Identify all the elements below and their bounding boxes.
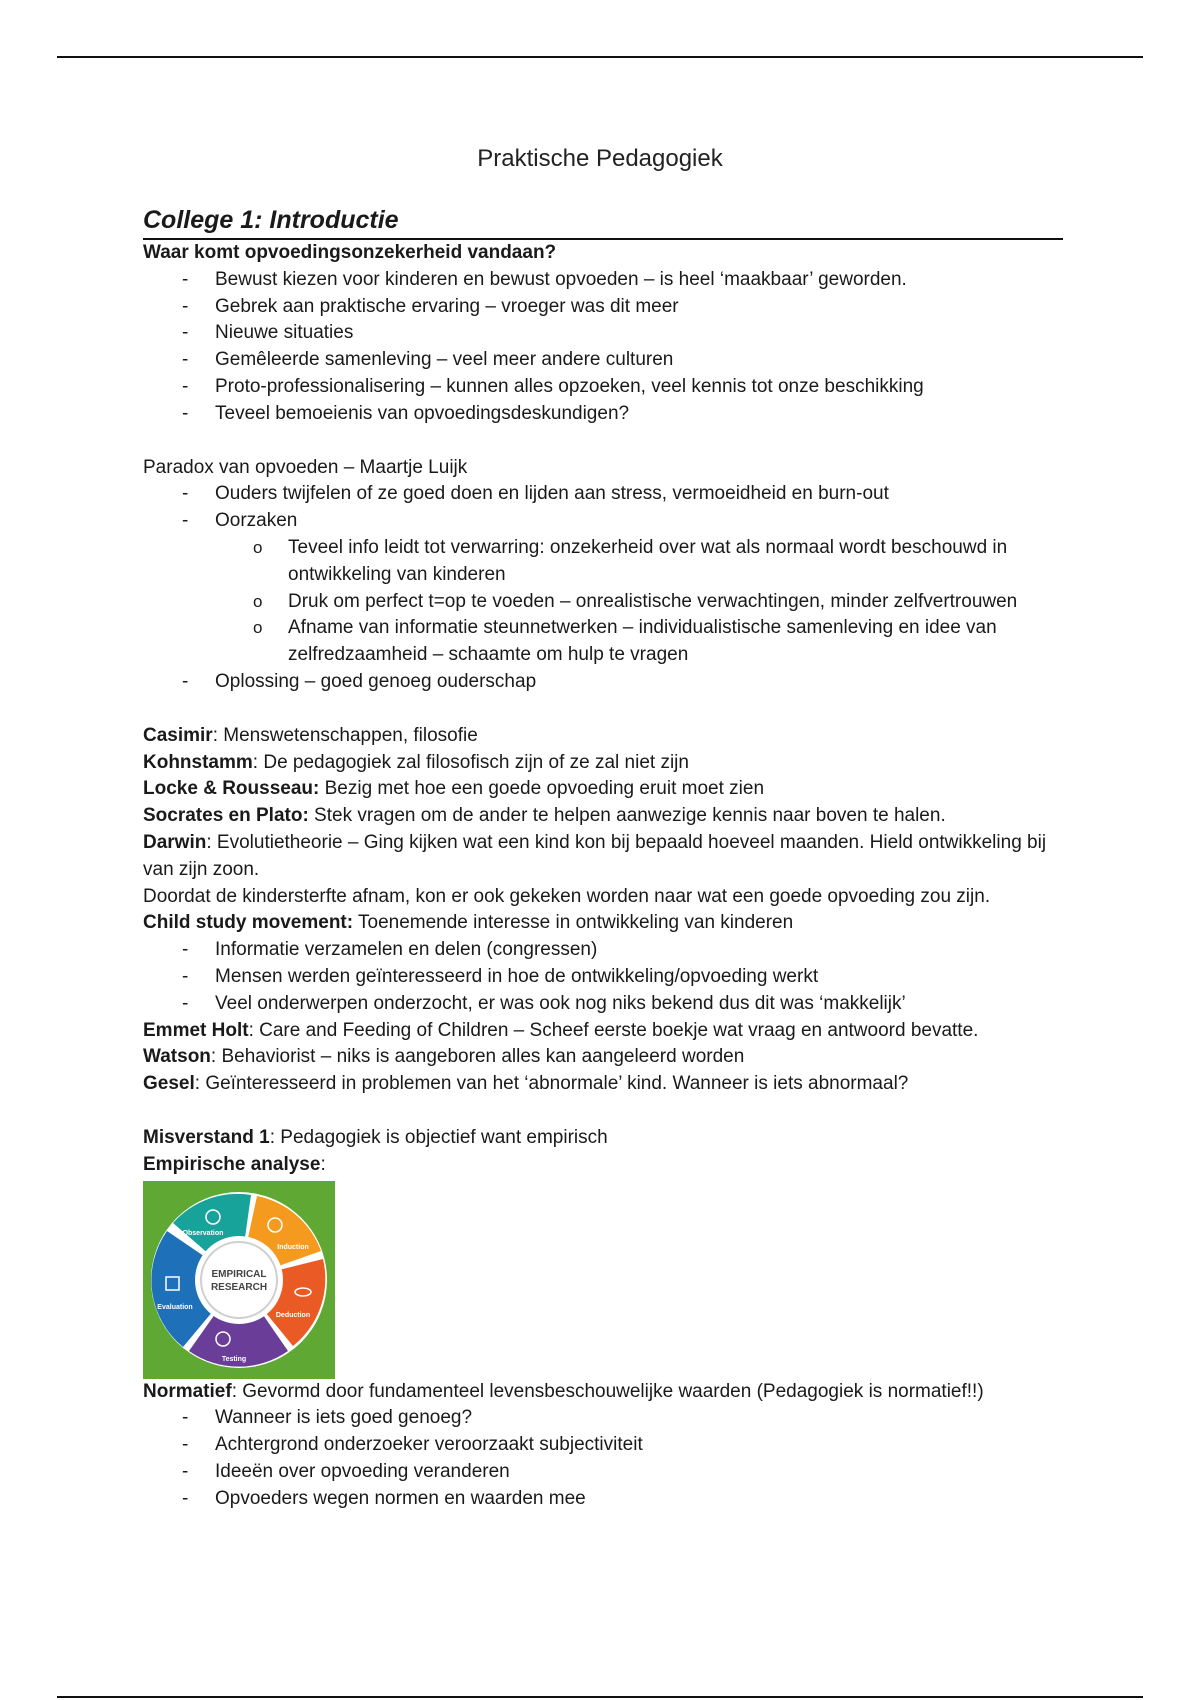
wheel-center-line1: EMPIRICAL xyxy=(211,1268,267,1280)
list-item: - Veel onderwerpen onderzocht, er was ook nog niks bekend dus dit was ‘makkelijk’ xyxy=(143,991,1063,1018)
entry-name: Normatief xyxy=(143,1380,232,1402)
entry-text: : Evolutietheorie – Ging kijken wat een kind kon bij bepaald hoeveel maanden. Hield ontwikkeling bij van zijn zoon. xyxy=(143,831,1047,880)
entry-child-study xyxy=(143,910,1063,937)
document-body xyxy=(143,204,1063,1512)
entry-name: Child study movement: xyxy=(143,912,354,934)
list-item: - Opvoeders wegen normen en waarden mee xyxy=(143,1486,1063,1513)
entry-name: Locke & Rousseau: xyxy=(143,778,320,800)
entry-text: : Gevormd door fundamenteel levensbeschouwelijke waarden (Pedagogiek is normatief!!) xyxy=(231,1380,984,1402)
sublist-item: o Teveel info leidt tot verwarring: onzekerheid over wat als normaal wordt beschouwd in ontwikkeling van kinderen xyxy=(143,535,1063,589)
segment-label-evaluation: Evaluation xyxy=(157,1303,193,1311)
uncertainty-list xyxy=(143,267,1063,428)
segment-label-deduction: Deduction xyxy=(275,1311,311,1319)
entry-name: Gesel xyxy=(143,1073,195,1095)
segment-label-testing: Testing xyxy=(221,1355,247,1363)
empirical-research-wheel xyxy=(143,1181,335,1379)
list-item-label: Oorzaken xyxy=(215,510,298,532)
list-item: - Mensen werden geïnteresseerd in hoe de ontwikkeling/opvoeding werkt xyxy=(143,964,1063,991)
list-item: - Ouders twijfelen of ze goed doen en lijden aan stress, vermoeidheid en burn-out xyxy=(143,481,1063,508)
college-heading: College 1: Introductie xyxy=(143,204,1063,240)
entry-name: Watson xyxy=(143,1046,211,1068)
entry-name: Misverstand 1 xyxy=(143,1126,270,1148)
entry-kohnstamm xyxy=(143,750,1063,777)
entry-name: Empirische analyse xyxy=(143,1153,321,1175)
entry-text: : De pedagogiek zal filosofisch zijn of ze zal niet zijn xyxy=(252,751,689,773)
entry-name: Kohnstamm xyxy=(143,751,253,773)
list-item xyxy=(143,508,1063,535)
list-item: - Oplossing – goed genoeg ouderschap xyxy=(143,669,1063,696)
entry-text: : Geïnteresseerd in problemen van het ‘abnormale’ kind. Wanneer is iets abnormaal? xyxy=(194,1073,909,1095)
paragraph-kindersterfte: Doordat de kindersterfte afnam, kon er ook gekeken worden naar wat een goede opvoeding zou zijn. xyxy=(143,885,991,907)
wheel-center-line2: RESEARCH xyxy=(210,1281,268,1293)
header-rule xyxy=(57,56,1143,58)
entry-gesel xyxy=(143,1071,1063,1098)
entry-watson xyxy=(143,1044,1063,1071)
entry-name: Emmet Holt xyxy=(143,1019,249,1041)
document-title: Praktische Pedagogiek xyxy=(477,145,723,172)
entry-socrates xyxy=(143,803,1063,830)
child-study-list xyxy=(143,937,1063,1017)
entry-text: Stek vragen om de ander te helpen aanwezige kennis naar boven te halen. xyxy=(308,805,946,827)
list-item: - Achtergrond onderzoeker veroorzaakt subjectiviteit xyxy=(143,1432,1063,1459)
segment-label-induction: Induction xyxy=(277,1243,309,1251)
entry-casimir xyxy=(143,723,1063,750)
list-item: - Nieuwe situaties xyxy=(143,320,1063,347)
paradox-list xyxy=(143,481,1063,535)
list-item: - Bewust kiezen voor kinderen en bewust opvoeden – is heel ‘maakbaar’ geworden. xyxy=(143,267,1063,294)
entry-misverstand xyxy=(143,1125,1063,1152)
paradox-title: Paradox van opvoeden – Maartje Luijk xyxy=(143,456,468,478)
entry-text: Toenemende interesse in ontwikkeling van kinderen xyxy=(353,912,794,934)
section-question: Waar komt opvoedingsonzekerheid vandaan? xyxy=(143,242,557,263)
list-item: - Ideeën over opvoeding veranderen xyxy=(143,1459,1063,1486)
entry-darwin xyxy=(143,830,1063,884)
entry-name: Casimir xyxy=(143,724,213,746)
segment-label-observation: Observation xyxy=(182,1229,224,1237)
list-item: - Gemêleerde samenleving – veel meer andere culturen xyxy=(143,347,1063,374)
entry-name: Darwin xyxy=(143,831,207,853)
entry-empirisch xyxy=(143,1152,1063,1179)
sublist-item: o Druk om perfect t=op te voeden – onrealistische verwachtingen, minder zelfvertrouwen xyxy=(143,589,1063,616)
entry-normatief xyxy=(143,1379,1063,1406)
normatief-list xyxy=(143,1405,1063,1512)
wheel-center xyxy=(195,1236,283,1324)
entry-holt xyxy=(143,1018,1063,1045)
entry-name: Socrates en Plato: xyxy=(143,805,309,827)
list-item: - Teveel bemoeienis van opvoedingsdeskundigen? xyxy=(143,401,1063,428)
list-item: - Informatie verzamelen en delen (congressen) xyxy=(143,937,1063,964)
entry-text: : xyxy=(320,1153,326,1175)
entry-text: : Behaviorist – niks is aangeboren alles kan aangeleerd worden xyxy=(210,1046,745,1068)
entry-text: : Menswetenschappen, filosofie xyxy=(212,724,478,746)
causes-sublist xyxy=(143,535,1063,669)
footer-rule xyxy=(57,1696,1143,1698)
solution-list xyxy=(143,669,1063,696)
entry-text: : Care and Feeding of Children – Scheef eerste boekje wat vraag en antwoord bevatte. xyxy=(248,1019,979,1041)
list-item: - Proto-professionalisering – kunnen alles opzoeken, veel kennis tot onze beschikking xyxy=(143,374,1063,401)
entry-text: : Pedagogiek is objectief want empirisch xyxy=(269,1126,608,1148)
entry-locke xyxy=(143,776,1063,803)
list-item: - Gebrek aan praktische ervaring – vroeger was dit meer xyxy=(143,294,1063,321)
sublist-item: o Afname van informatie steunnetwerken – individualistische samenleving en idee van zelfredzaamheid – schaamte om hulp te vragen xyxy=(143,615,1063,669)
list-item: - Wanneer is iets goed genoeg? xyxy=(143,1405,1063,1432)
entry-text: Bezig met hoe een goede opvoeding eruit moet zien xyxy=(319,778,765,800)
